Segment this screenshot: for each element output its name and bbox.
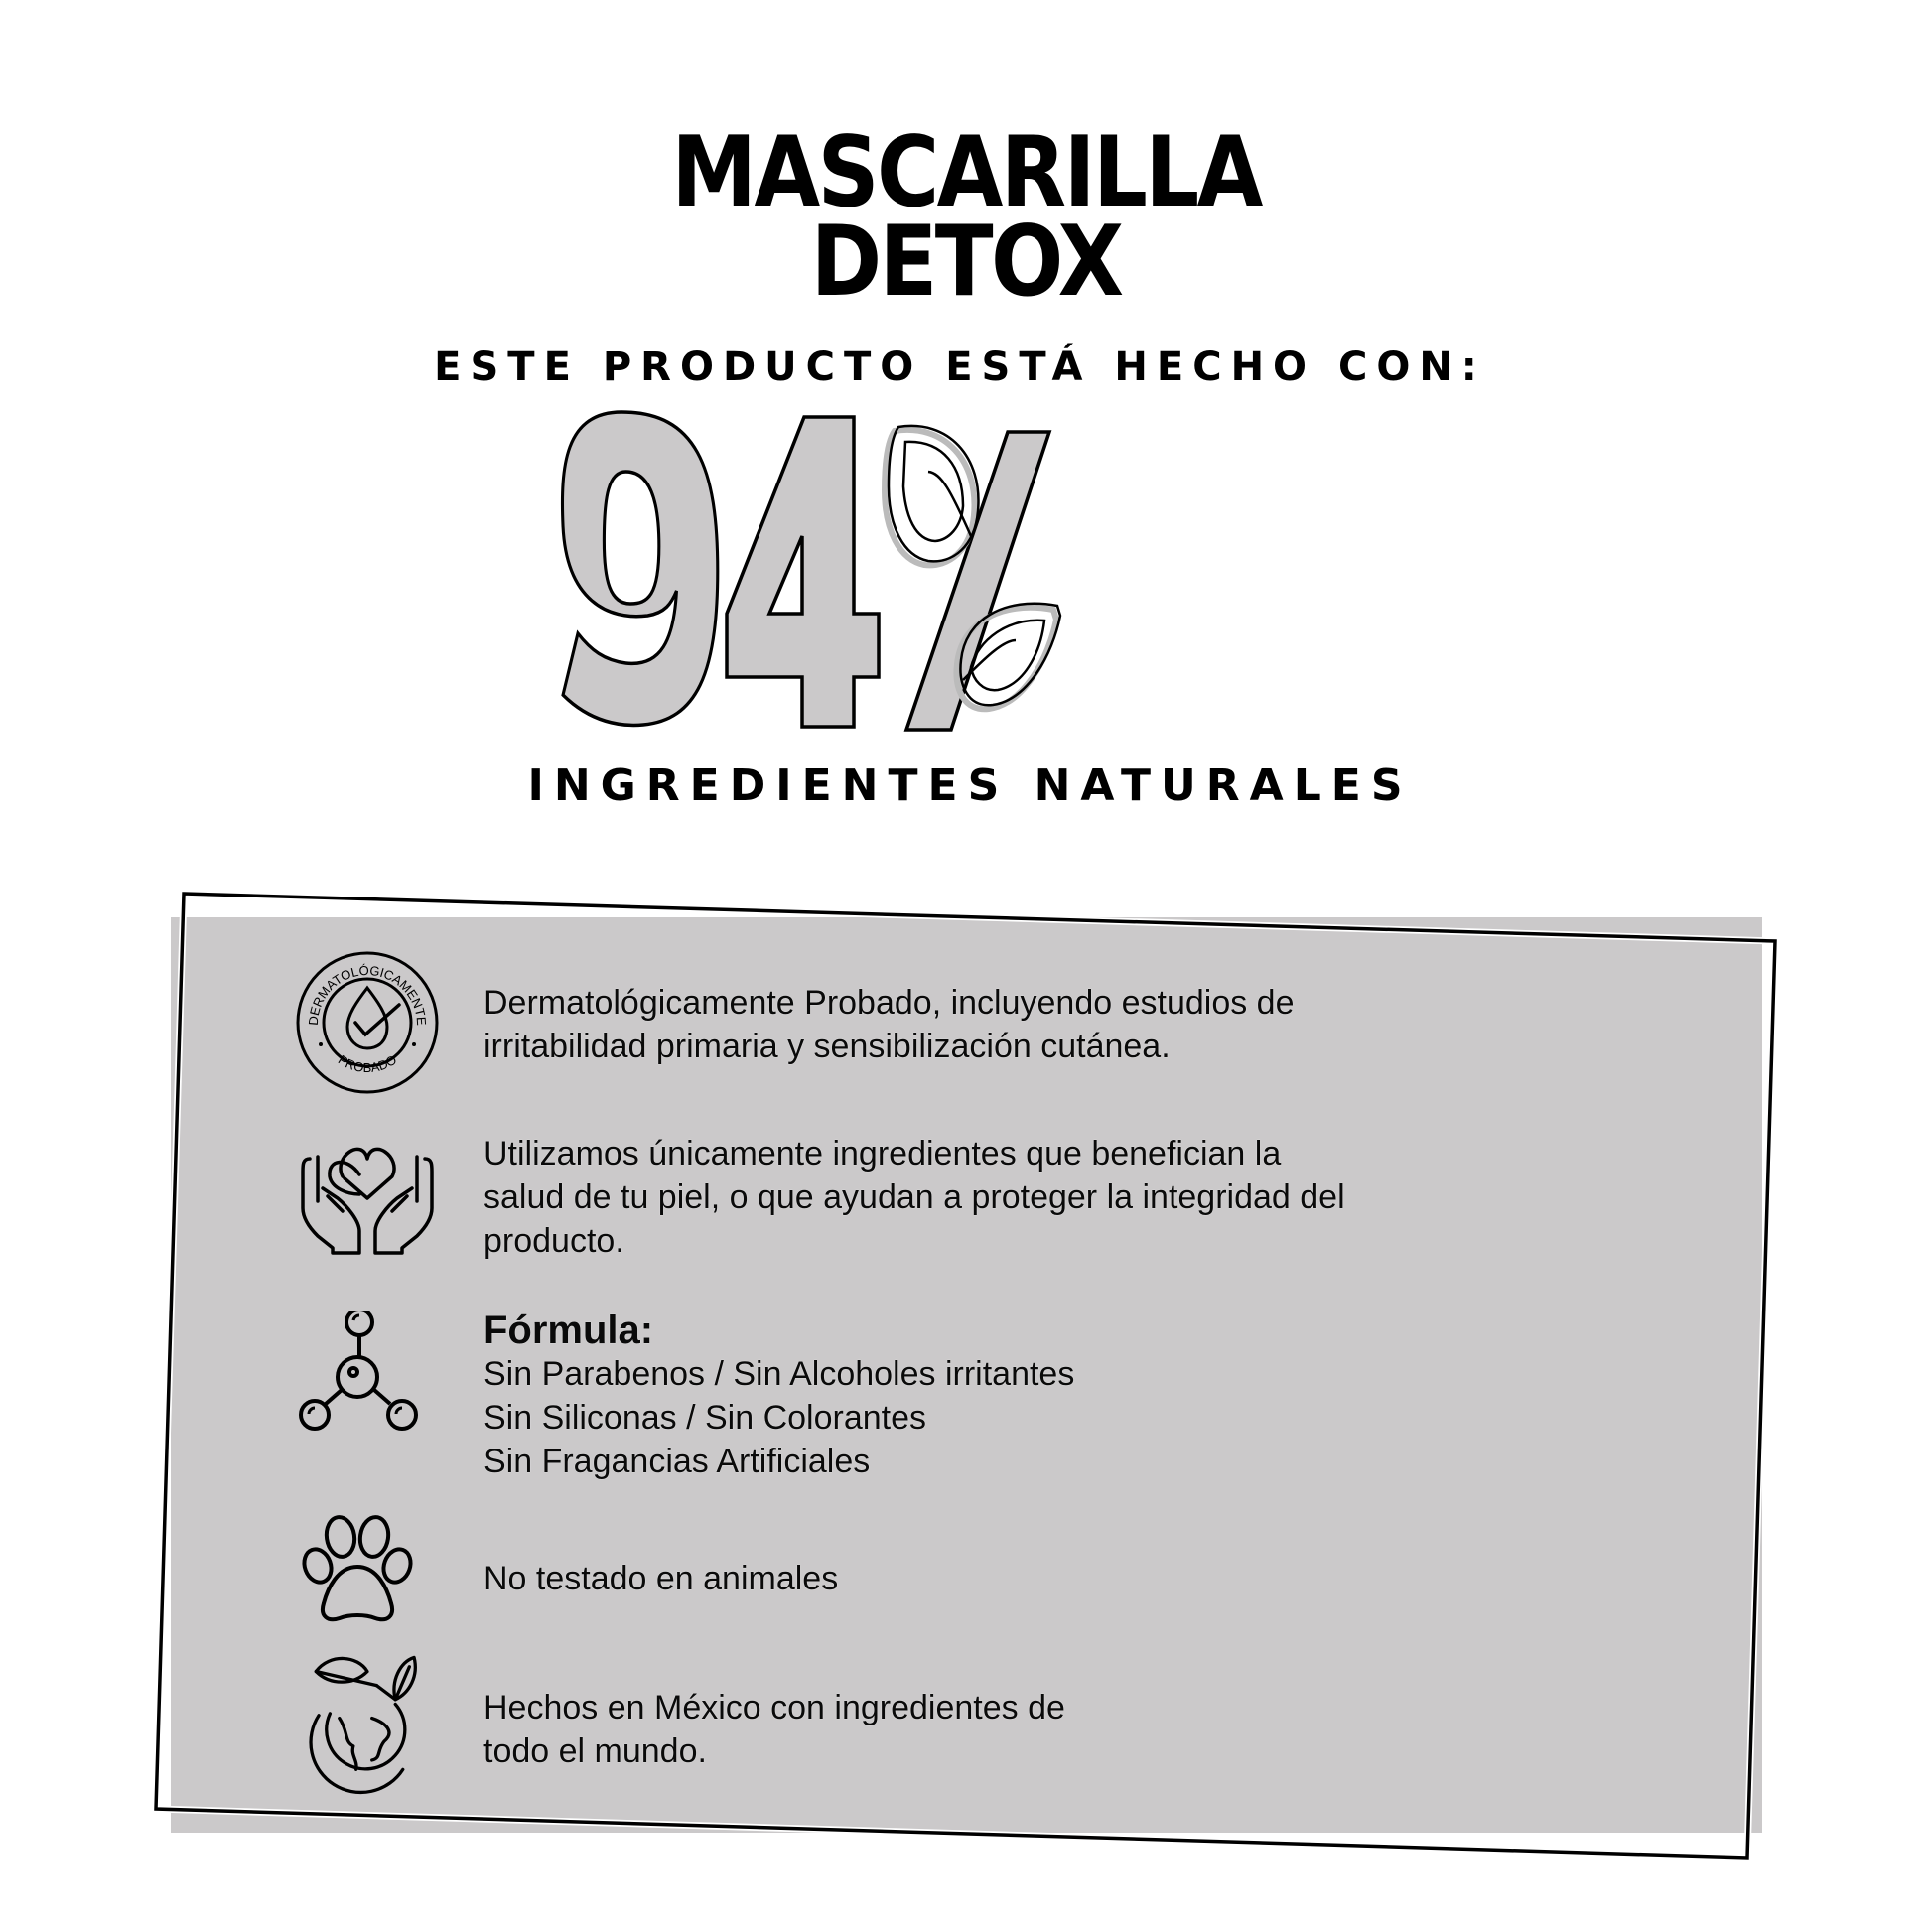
paw-print-icon: [288, 1499, 447, 1658]
feature-text-line: Dermatológicamente Probado, incluyendo estudios de: [483, 984, 1295, 1022]
natural-ingredients-heading: INGREDIENTES NATURALES: [527, 760, 1413, 811]
molecule-icon: [288, 1311, 447, 1469]
feature-text-line: Hechos en México con ingredientes de: [483, 1689, 1065, 1726]
svg-text:PROBADO: PROBADO: [335, 1051, 400, 1076]
globe-leaves-icon: [288, 1648, 447, 1807]
feature-text-line: Utilizamos únicamente ingredientes que benefician la: [483, 1135, 1282, 1173]
hands-heart-icon: [288, 1132, 447, 1291]
feature-text-line: todo el mundo.: [483, 1732, 707, 1770]
feature-text-line: No testado en animales: [483, 1560, 839, 1597]
svg-text:DERMATOLÓGICAMENTE: DERMATOLÓGICAMENTE: [305, 962, 430, 1027]
product-title-line2: DETOX: [810, 206, 1122, 319]
dermatologically-tested-badge-icon: [288, 943, 447, 1102]
formula-heading: Fórmula:: [483, 1309, 654, 1352]
percentage-graphic: [556, 407, 1400, 774]
formula-line: Sin Parabenos / Sin Alcoholes irritantes: [483, 1355, 1075, 1393]
digit-nine: [562, 412, 717, 725]
formula-line: Sin Siliconas / Sin Colorantes: [483, 1399, 927, 1437]
feature-text-line: irritabilidad primaria y sensibilización cutánea.: [483, 1028, 1171, 1065]
feature-text-line: producto.: [483, 1222, 624, 1260]
leaf-top-icon: [885, 426, 978, 565]
digit-four: [727, 417, 879, 727]
feature-text-line: salud de tu piel, o que ayudan a proteger la integridad del: [483, 1178, 1345, 1216]
formula-line: Sin Fragancias Artificiales: [483, 1443, 871, 1480]
product-title-line1: MASCARILLA: [671, 116, 1261, 229]
made-with-heading: ESTE PRODUCTO ESTÁ HECHO CON:: [434, 345, 1486, 390]
